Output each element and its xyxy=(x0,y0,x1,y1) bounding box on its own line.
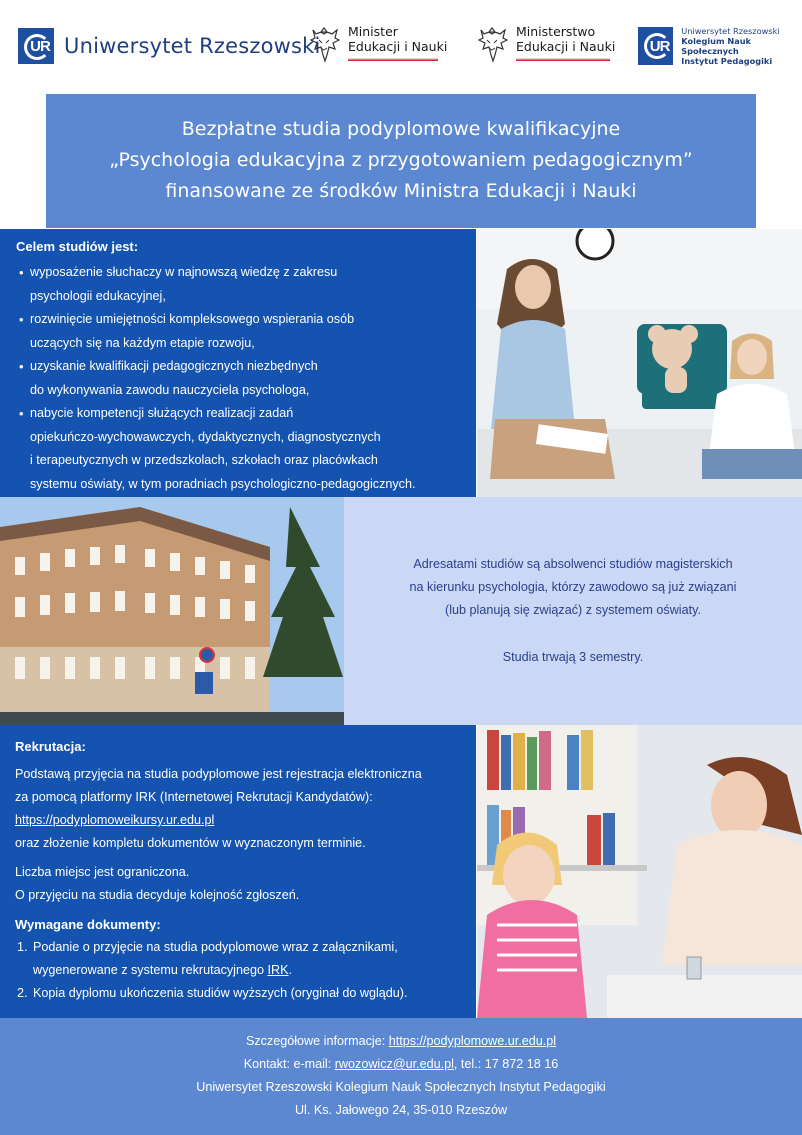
document-item: 1. Podanie o przyjęcie na studia podyplomowe wraz z załącznikami, wygenerowane z systemu rekrutacyjnego IRK. xyxy=(17,940,398,977)
places-limited-text: Liczba miejsc jest ograniczona. xyxy=(15,865,190,879)
banner-line-1: Bezpłatne studia podyplomowe kwalifikacyjne xyxy=(181,118,621,140)
teacher-with-girl-photo xyxy=(477,725,802,1018)
recruitment-text: za pomocą platformy IRK (Internetowej Rekrutacji Kandydatów): xyxy=(15,790,373,804)
minister-logo xyxy=(306,24,447,64)
psychologist-with-child-photo xyxy=(477,229,802,497)
email-link[interactable]: rwozowicz@ur.edu.pl xyxy=(334,1057,454,1071)
banner-line-3: finansowane ze środków Ministra Edukacji i Nauki xyxy=(165,180,637,202)
footer xyxy=(0,1018,802,1135)
info-link[interactable]: https://podyplomowe.ur.edu.pl xyxy=(388,1034,557,1048)
recruitment-section xyxy=(0,725,476,1018)
goals-section xyxy=(0,229,476,497)
university-building-photo xyxy=(0,497,344,725)
address-line: Ul. Ks. Jałowego 24, 35-010 Rzeszów xyxy=(294,1103,508,1117)
recruitment-text: Podstawą przyjęcia na studia podyplomowe jest rejestracja elektroniczna xyxy=(15,767,422,781)
university-name: Uniwersytet Rzeszowski xyxy=(64,34,321,58)
flag-stripe xyxy=(516,58,610,61)
admission-order-text: O przyjęciu na studia decyduje kolejność zgłoszeń. xyxy=(15,888,300,902)
university-logo xyxy=(18,28,321,64)
title-banner xyxy=(46,94,756,228)
duration-text: Studia trwają 3 semestry. xyxy=(502,650,644,664)
ministry-logo xyxy=(474,24,615,64)
goal-item: • nabycie kompetencji służących realizacji zadań opiekuńczo-wychowawczych, dydaktycznych, diagnostycznych i terapeutycznych w przedszkolach, szkołach oraz placówkach systemu oświaty, w tym poradniach psychologiczno-pedagogicznych. xyxy=(16,402,476,496)
recruitment-text: oraz złożenie kompletu dokumentów w wyznaczonym terminie. xyxy=(15,836,366,850)
goals-heading: Celem studiów jest: xyxy=(16,239,139,254)
recruitment-heading: Rekrutacja: xyxy=(15,739,86,754)
ur-logo-icon: UR xyxy=(18,28,54,64)
irk-link[interactable]: https://podyplomoweikursy.ur.edu.pl xyxy=(15,813,215,827)
eagle-emblem-icon xyxy=(306,24,342,64)
contact-line: Kontakt: e-mail: rwozowicz@ur.edu.pl, tel.: 17 872 18 16 xyxy=(243,1057,559,1071)
irk-link-short[interactable]: IRK xyxy=(267,963,289,977)
audience-line-3: (lub planują się związać) z systemem oświaty. xyxy=(445,603,701,617)
ur-logo-icon: UR xyxy=(638,27,673,65)
institution-line: Uniwersytet Rzeszowski Kolegium Nauk Społecznych Instytut Pedagogiki xyxy=(196,1080,606,1094)
eagle-emblem-icon xyxy=(474,24,510,64)
goal-item: • wyposażenie słuchaczy w najnowszą wiedzę z zakresu psychologii edukacyjnej, xyxy=(16,261,476,308)
audience-line-2: na kierunku psychologia, którzy zawodowo są już związani xyxy=(409,580,737,594)
goal-item: • rozwinięcie umiejętności kompleksowego wspierania osób uczących się na każdym etapie rozwoju, xyxy=(16,308,476,355)
documents-heading: Wymagane dokumenty: xyxy=(15,917,161,932)
minister-logo-text: Minister Edukacji i Nauki xyxy=(348,24,447,61)
banner-line-2: „Psychologia edukacyjna z przygotowaniem pedagogicznym” xyxy=(109,149,693,171)
college-logo-text: Uniwersytet Rzeszowski Kolegium Nauk Społecznych Instytut Pedagogiki xyxy=(681,26,780,66)
info-line: Szczegółowe informacje: https://podyplomowe.ur.edu.pl xyxy=(245,1034,557,1048)
ministry-logo-text: Ministerstwo Edukacji i Nauki xyxy=(516,24,615,61)
goal-item: • uzyskanie kwalifikacji pedagogicznych niezbędnych do wykonywania zawodu nauczyciela psychologa, xyxy=(16,355,476,402)
audience-section xyxy=(344,497,802,725)
college-logo xyxy=(638,26,802,66)
flag-stripe xyxy=(348,58,438,61)
document-item: 2. Kopia dyplomu ukończenia studiów wyższych (oryginał do wglądu). xyxy=(17,986,408,1000)
header-logos xyxy=(0,0,802,92)
audience-line-1: Adresatami studiów są absolwenci studiów magisterskich xyxy=(413,557,733,571)
